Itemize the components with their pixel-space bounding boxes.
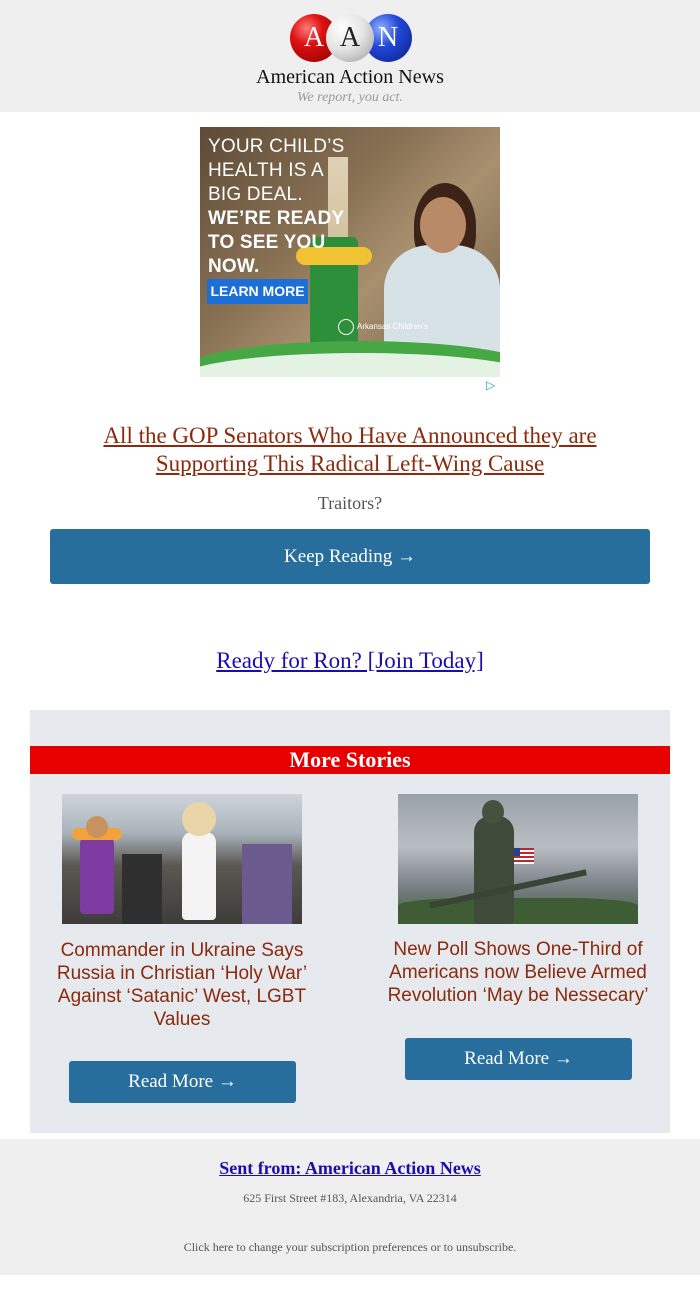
sponsor-circle-icon <box>338 319 354 335</box>
parade-person-head <box>86 816 108 838</box>
statue-body <box>474 816 514 924</box>
logo-letter-a2: A <box>326 14 374 62</box>
ad-line: TO SEE YOU <box>208 232 326 253</box>
site-name: American Action News <box>256 66 444 88</box>
aan-logo[interactable] <box>290 14 412 64</box>
ad-line: HEALTH IS A <box>208 160 324 181</box>
advertisement-banner[interactable] <box>200 127 500 377</box>
parade-person <box>80 834 114 914</box>
story-image-parade[interactable] <box>62 794 302 924</box>
story-title-link[interactable]: Commander in Ukraine Says Russia in Christian ‘Holy War’ Against ‘Satanic’ West, LGBT Values <box>56 940 308 1030</box>
keep-reading-button[interactable]: Keep Reading → <box>50 529 650 584</box>
ad-child-face <box>420 197 466 253</box>
crowd-figure <box>122 854 162 924</box>
statue-head <box>482 800 504 824</box>
ad-child-shirt <box>384 245 500 355</box>
story-title-link[interactable]: New Poll Shows One-Third of Americans now Believe Armed Revolution ‘May be Nessecary’ <box>387 939 649 1006</box>
logo-letter-a1: A <box>290 14 338 62</box>
ad-sponsor-logo <box>338 319 428 335</box>
crowd-figure <box>242 844 292 924</box>
main-story-subtitle: Traitors? <box>317 493 383 513</box>
more-stories-section <box>30 710 670 1133</box>
email-footer <box>0 1139 700 1275</box>
drag-performer <box>182 832 216 920</box>
more-stories-heading: More Stories <box>30 746 670 774</box>
ad-line: YOUR CHILD’S <box>208 136 345 157</box>
ad-line: BIG DEAL. <box>208 184 303 205</box>
read-more-button[interactable]: Read More → <box>69 1061 296 1103</box>
logo-letter-n: N <box>364 14 412 62</box>
ad-learn-more-button[interactable]: LEARN MORE <box>207 279 308 304</box>
story-image-minuteman-statue[interactable] <box>398 794 638 924</box>
promo-link[interactable]: Ready for Ron? [Join Today] <box>216 648 484 673</box>
adchoices-icon[interactable]: ▷ <box>486 378 496 392</box>
ad-line: NOW. <box>208 256 260 277</box>
unsubscribe-link[interactable]: Click here to change your subscription preferences or to unsubscribe. <box>183 1240 517 1254</box>
drag-performer-wig <box>182 802 216 836</box>
sent-from-link[interactable]: Sent from: American Action News <box>219 1158 481 1178</box>
mailing-address: 625 First Street #183, Alexandria, VA 22314 <box>243 1191 457 1205</box>
tagline: We report, you act. <box>297 90 403 105</box>
ad-sponsor-name: Arkansas Children’s <box>357 322 428 332</box>
email-header <box>0 0 700 112</box>
ad-headline <box>208 135 344 279</box>
ad-line: WE’RE READY <box>208 208 345 229</box>
read-more-button[interactable]: Read More → <box>405 1038 632 1080</box>
main-story-title-link[interactable]: All the GOP Senators Who Have Announced they are Supporting This Radical Left-Wing Cause <box>103 423 597 476</box>
